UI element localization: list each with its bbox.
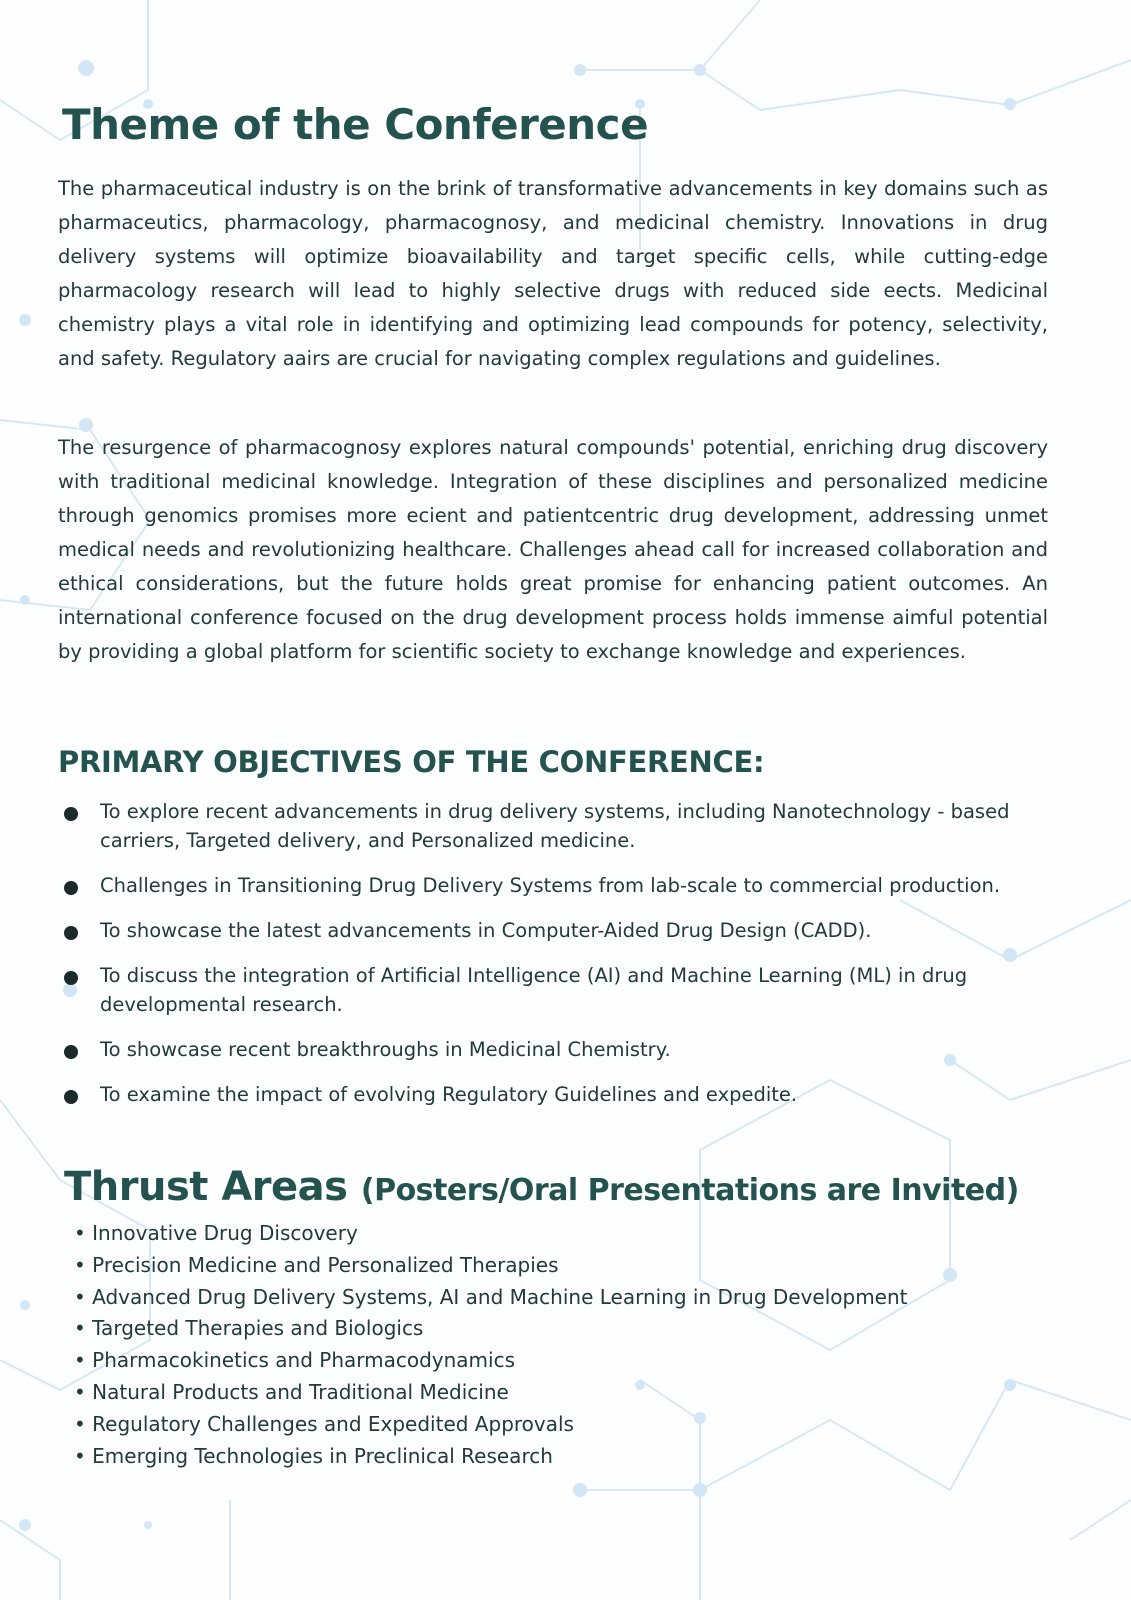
bullet-icon <box>64 807 78 821</box>
list-item: • Emerging Technologies in Preclinical Research <box>74 1443 553 1468</box>
list-item: • Precision Medicine and Personalized Therapies <box>74 1252 559 1277</box>
list-item: To explore recent advancements in drug delivery systems, including Nanotechnology - based carriers, Targeted delivery, and Personalized medicine. <box>58 797 1048 855</box>
theme-title: Theme of the Conference <box>62 100 649 149</box>
bullet-icon <box>64 1090 78 1104</box>
list-item: To showcase the latest advancements in Computer-Aided Drug Design (CADD). <box>58 916 1048 945</box>
bullet-icon <box>64 881 78 895</box>
theme-paragraph-2: The resurgence of pharmacognosy explores natural compounds' potential, enriching drug discovery with traditional medicinal knowledge. Integration of these disciplines and personalized medicine through genomics promises more ecient and patientcentric drug development, addressing unmet medical needs and revolutionizing healthcare. Challenges ahead call for increased collaboration and ethical considerations, but the future holds great promise for enhancing patient outcomes. An international conference focused on the drug development process holds immense aimful potential by providing a global platform for scientific society to exchange knowledge and experiences. <box>58 436 1048 663</box>
objectives-list <box>58 797 1048 1125</box>
list-item: • Targeted Therapies and Biologics <box>74 1316 424 1341</box>
list-item: • Regulatory Challenges and Expedited Approvals <box>74 1411 574 1436</box>
list-item: Challenges in Transitioning Drug Delivery Systems from lab-scale to commercial production. <box>58 871 1048 900</box>
bullet-icon <box>64 926 78 940</box>
list-item: • Pharmacokinetics and Pharmacodynamics <box>74 1348 516 1373</box>
list-item: • Innovative Drug Discovery <box>74 1221 358 1245</box>
thrust-areas-title: Thrust Areas (Posters/Oral Presentations are Invited) <box>64 1164 1019 1210</box>
list-item: To discuss the integration of Artificial Intelligence (AI) and Machine Learning (ML) in drug developmental research. <box>58 961 1048 1019</box>
theme-paragraph-1: The pharmaceutical industry is on the brink of transformative advancements in key domains such as pharmaceutics, pharmacology, pharmacognosy, and medicinal chemistry. Innovations in drug delivery systems will optimize bioavailability and target specific cells, while cutting-edge pharmacology research will lead to highly selective drugs with reduced side eects. Medicinal chemistry plays a vital role in identifying and optimizing lead compounds for potency, selectivity, and safety. Regulatory aairs are crucial for navigating complex regulations and guidelines. <box>58 177 1048 370</box>
list-item: • Advanced Drug Delivery Systems, AI and Machine Learning in Drug Development <box>74 1284 908 1309</box>
list-item: • Natural Products and Traditional Medicine <box>74 1379 509 1404</box>
thrust-areas-subtitle: (Posters/Oral Presentations are Invited) <box>360 1173 1019 1208</box>
list-item: To showcase recent breakthroughs in Medicinal Chemistry. <box>58 1035 1048 1064</box>
bullet-icon <box>64 971 78 985</box>
thrust-areas-list <box>74 1218 908 1472</box>
objectives-title: PRIMARY OBJECTIVES OF THE CONFERENCE: <box>58 745 765 779</box>
bullet-icon <box>64 1045 78 1059</box>
list-item: To examine the impact of evolving Regulatory Guidelines and expedite. <box>58 1080 1048 1109</box>
